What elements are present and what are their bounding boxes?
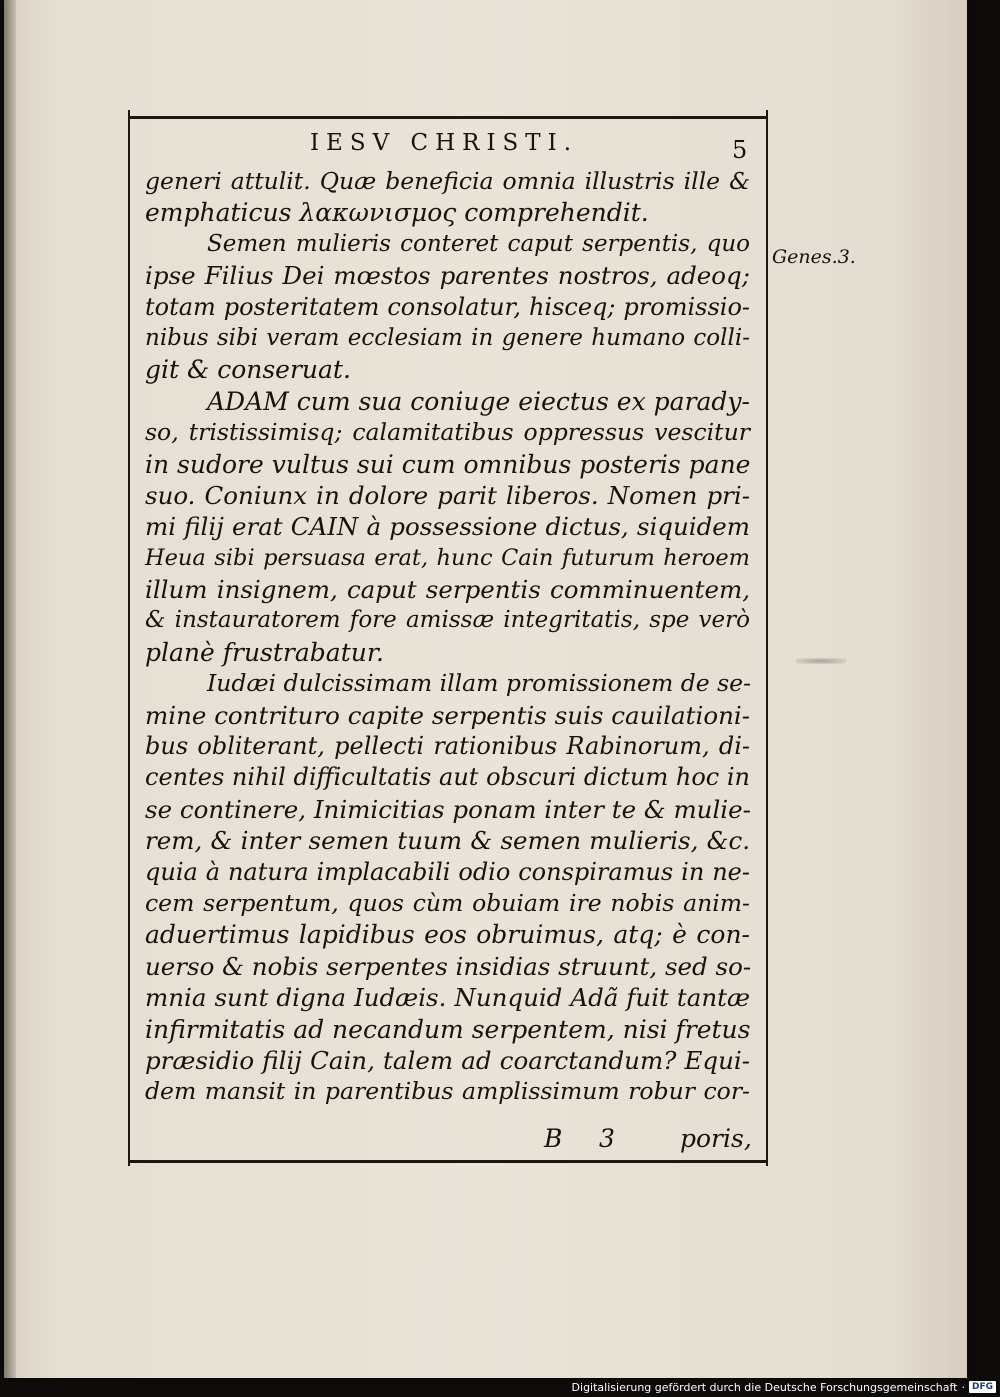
text-line: quia à natura implacabili odio conspiramus in ne-: [145, 857, 750, 886]
text-line: infirmitatis ad necandum serpentem, nisi fretus: [145, 1014, 751, 1044]
text-line: bus obliterant, pellecti rationibus Rabinorum, di-: [145, 732, 750, 761]
text-line: so, tristissimisq; calamitatibus oppressus vescitur: [145, 418, 750, 447]
text-line: generi attulit. Quæ beneficia omnia illustris ille &: [145, 167, 750, 195]
dfg-logo-icon: DFG: [969, 1381, 996, 1393]
bottom-rule: [128, 1160, 768, 1163]
digitization-footer: [572, 1379, 996, 1395]
text-line: ADAM cum sua coniuge eiectus ex parady-: [207, 386, 750, 416]
running-head: IESV CHRISTI.: [309, 130, 579, 156]
text-line: ipse Filius Dei mœstos parentes nostros, adeoq;: [145, 261, 750, 291]
body-text: [145, 166, 750, 1108]
text-line: emphaticus λακωνισμος comprehendit.: [145, 198, 649, 228]
marginal-note: Genes.3.: [772, 246, 856, 268]
text-line: Heua sibi persuasa erat, hunc Cain futurum heroem: [145, 544, 750, 571]
text-line: git & conseruat.: [145, 355, 351, 385]
book-page: [4, 0, 967, 1378]
text-line: Iudæi dulcissimam illam promissionem de se-: [207, 669, 752, 698]
text-line: planè frustrabatur.: [145, 637, 384, 667]
text-line: rem, & inter semen tuum & semen mulieris, &c.: [145, 826, 750, 856]
text-line: centes nihil difficultatis aut obscuri dictum hoc in: [145, 763, 750, 792]
text-line: mnia sunt digna Iudæis. Nunquid Adã fuit tantæ: [145, 983, 750, 1013]
ink-smudge: [796, 658, 846, 664]
text-line: mine contrituro capite serpentis suis cauilationi-: [145, 700, 750, 730]
signature-mark: B: [544, 1124, 563, 1153]
text-line: dem mansit in parentibus amplissimum robur cor-: [145, 1077, 750, 1106]
text-line: aduertimus lapidibus eos obruimus, atq; è con-: [145, 920, 750, 950]
page-number: 5: [732, 136, 748, 164]
text-line: in sudore vultus sui cum omnibus posteris pane: [145, 449, 751, 479]
text-line: illum insignem, caput serpentis comminuentem,: [145, 575, 750, 605]
text-line: mi filij erat CAIN à possessione dictus, siquidem: [145, 512, 750, 542]
text-line: totam posteritatem consolatur, hisceq; promissio-: [145, 292, 750, 321]
catchword: poris,: [680, 1124, 752, 1153]
text-line: Semen mulieris conteret caput serpentis, quo: [207, 230, 750, 257]
signature-number: 3: [599, 1124, 615, 1153]
text-line: uerso & nobis serpentes insidias struunt, sed so-: [145, 951, 752, 981]
text-line: cem serpentum, quos cùm obuiam ire nobis anim-: [145, 888, 750, 917]
footer-separator: ·: [961, 1380, 965, 1394]
page-gutter-shadow: [4, 0, 16, 1378]
footer-credit-text: Digitalisierung gefördert durch die Deutsche Forschungsgemeinschaft: [571, 1380, 958, 1394]
text-line: nibus sibi veram ecclesiam in genere humano colli-: [145, 324, 750, 351]
text-line: præsidio filij Cain, talem ad coarctandum? Equi-: [145, 1045, 750, 1075]
text-line: se continere, Inimicitias ponam inter te & mulie-: [145, 794, 751, 824]
text-line: & instauratorem fore amissæ integritatis, spe verò: [145, 607, 750, 634]
text-line: suo. Coniunx in dolore parit liberos. Nomen pri-: [145, 480, 750, 510]
